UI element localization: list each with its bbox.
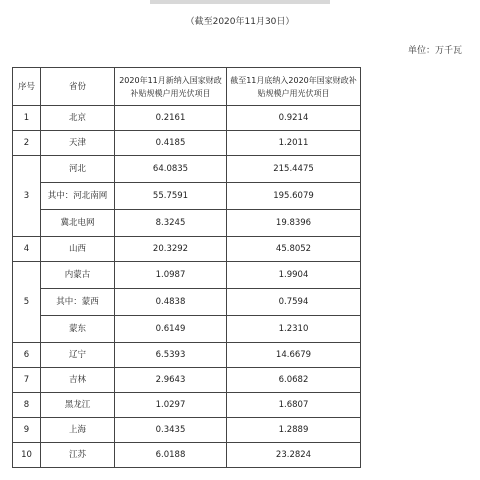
row-new: 2.9643: [115, 368, 227, 393]
row-new: 55.7591: [115, 183, 227, 210]
row-total: 1.9904: [227, 262, 361, 289]
row-province: 江苏: [41, 443, 115, 468]
table-row: [13, 183, 361, 210]
row-new: 1.0297: [115, 393, 227, 418]
row-province: 其中：蒙西: [41, 289, 115, 316]
row-total: 0.9214: [227, 106, 361, 131]
table-row: [13, 343, 361, 368]
row-no: 5: [13, 262, 41, 343]
row-province: 冀北电网: [41, 210, 115, 237]
col-header-province: 省份: [41, 68, 115, 106]
table-header-row: [13, 68, 361, 106]
table-row: [13, 156, 361, 183]
row-province: 蒙东: [41, 316, 115, 343]
table-row: [13, 210, 361, 237]
table-row: [13, 443, 361, 468]
row-province: 上海: [41, 418, 115, 443]
row-no: 3: [13, 156, 41, 237]
title-bar: [150, 0, 330, 4]
row-province: 辽宁: [41, 343, 115, 368]
row-no: 2: [13, 131, 41, 156]
row-total: 45.8052: [227, 237, 361, 262]
row-new: 20.3292: [115, 237, 227, 262]
row-new: 6.0188: [115, 443, 227, 468]
row-no: 1: [13, 106, 41, 131]
row-province: 吉林: [41, 368, 115, 393]
row-province: 黑龙江: [41, 393, 115, 418]
row-total: 19.8396: [227, 210, 361, 237]
row-new: 0.3435: [115, 418, 227, 443]
row-new: 1.0987: [115, 262, 227, 289]
row-no: 4: [13, 237, 41, 262]
unit-label: 单位：万千瓦: [407, 46, 462, 56]
row-total: 215.4475: [227, 156, 361, 183]
table-row: [13, 106, 361, 131]
table-row: [13, 418, 361, 443]
row-province: 天津: [41, 131, 115, 156]
row-total: 1.2889: [227, 418, 361, 443]
row-no: 8: [13, 393, 41, 418]
row-new: 0.4185: [115, 131, 227, 156]
table-row: [13, 316, 361, 343]
row-total: 23.2824: [227, 443, 361, 468]
row-total: 195.6079: [227, 183, 361, 210]
col-header-total: 截至11月底纳入2020年国家财政补贴规模户用光伏项目: [227, 68, 361, 106]
row-province: 内蒙古: [41, 262, 115, 289]
row-total: 6.0682: [227, 368, 361, 393]
row-new: 0.2161: [115, 106, 227, 131]
row-province: 北京: [41, 106, 115, 131]
row-province: 其中：河北南网: [41, 183, 115, 210]
table-row: [13, 237, 361, 262]
row-new: 64.0835: [115, 156, 227, 183]
row-no: 9: [13, 418, 41, 443]
row-new: 8.3245: [115, 210, 227, 237]
table-row: [13, 289, 361, 316]
row-province: 河北: [41, 156, 115, 183]
col-header-new: 2020年11月新纳入国家财政补贴规模户用光伏项目: [115, 68, 227, 106]
row-no: 6: [13, 343, 41, 368]
row-province: 山西: [41, 237, 115, 262]
row-total: 1.6807: [227, 393, 361, 418]
capacity-table: [12, 67, 361, 468]
row-new: 6.5393: [115, 343, 227, 368]
table-row: [13, 262, 361, 289]
row-new: 0.4838: [115, 289, 227, 316]
table-row: [13, 393, 361, 418]
row-total: 0.7594: [227, 289, 361, 316]
table-row: [13, 368, 361, 393]
row-no: 7: [13, 368, 41, 393]
row-new: 0.6149: [115, 316, 227, 343]
col-header-no: 序号: [13, 68, 41, 106]
row-total: 1.2310: [227, 316, 361, 343]
row-no: 10: [13, 443, 41, 468]
row-total: 14.6679: [227, 343, 361, 368]
table-row: [13, 131, 361, 156]
date-subtitle: （截至2020年11月30日）: [185, 17, 295, 27]
row-total: 1.2011: [227, 131, 361, 156]
